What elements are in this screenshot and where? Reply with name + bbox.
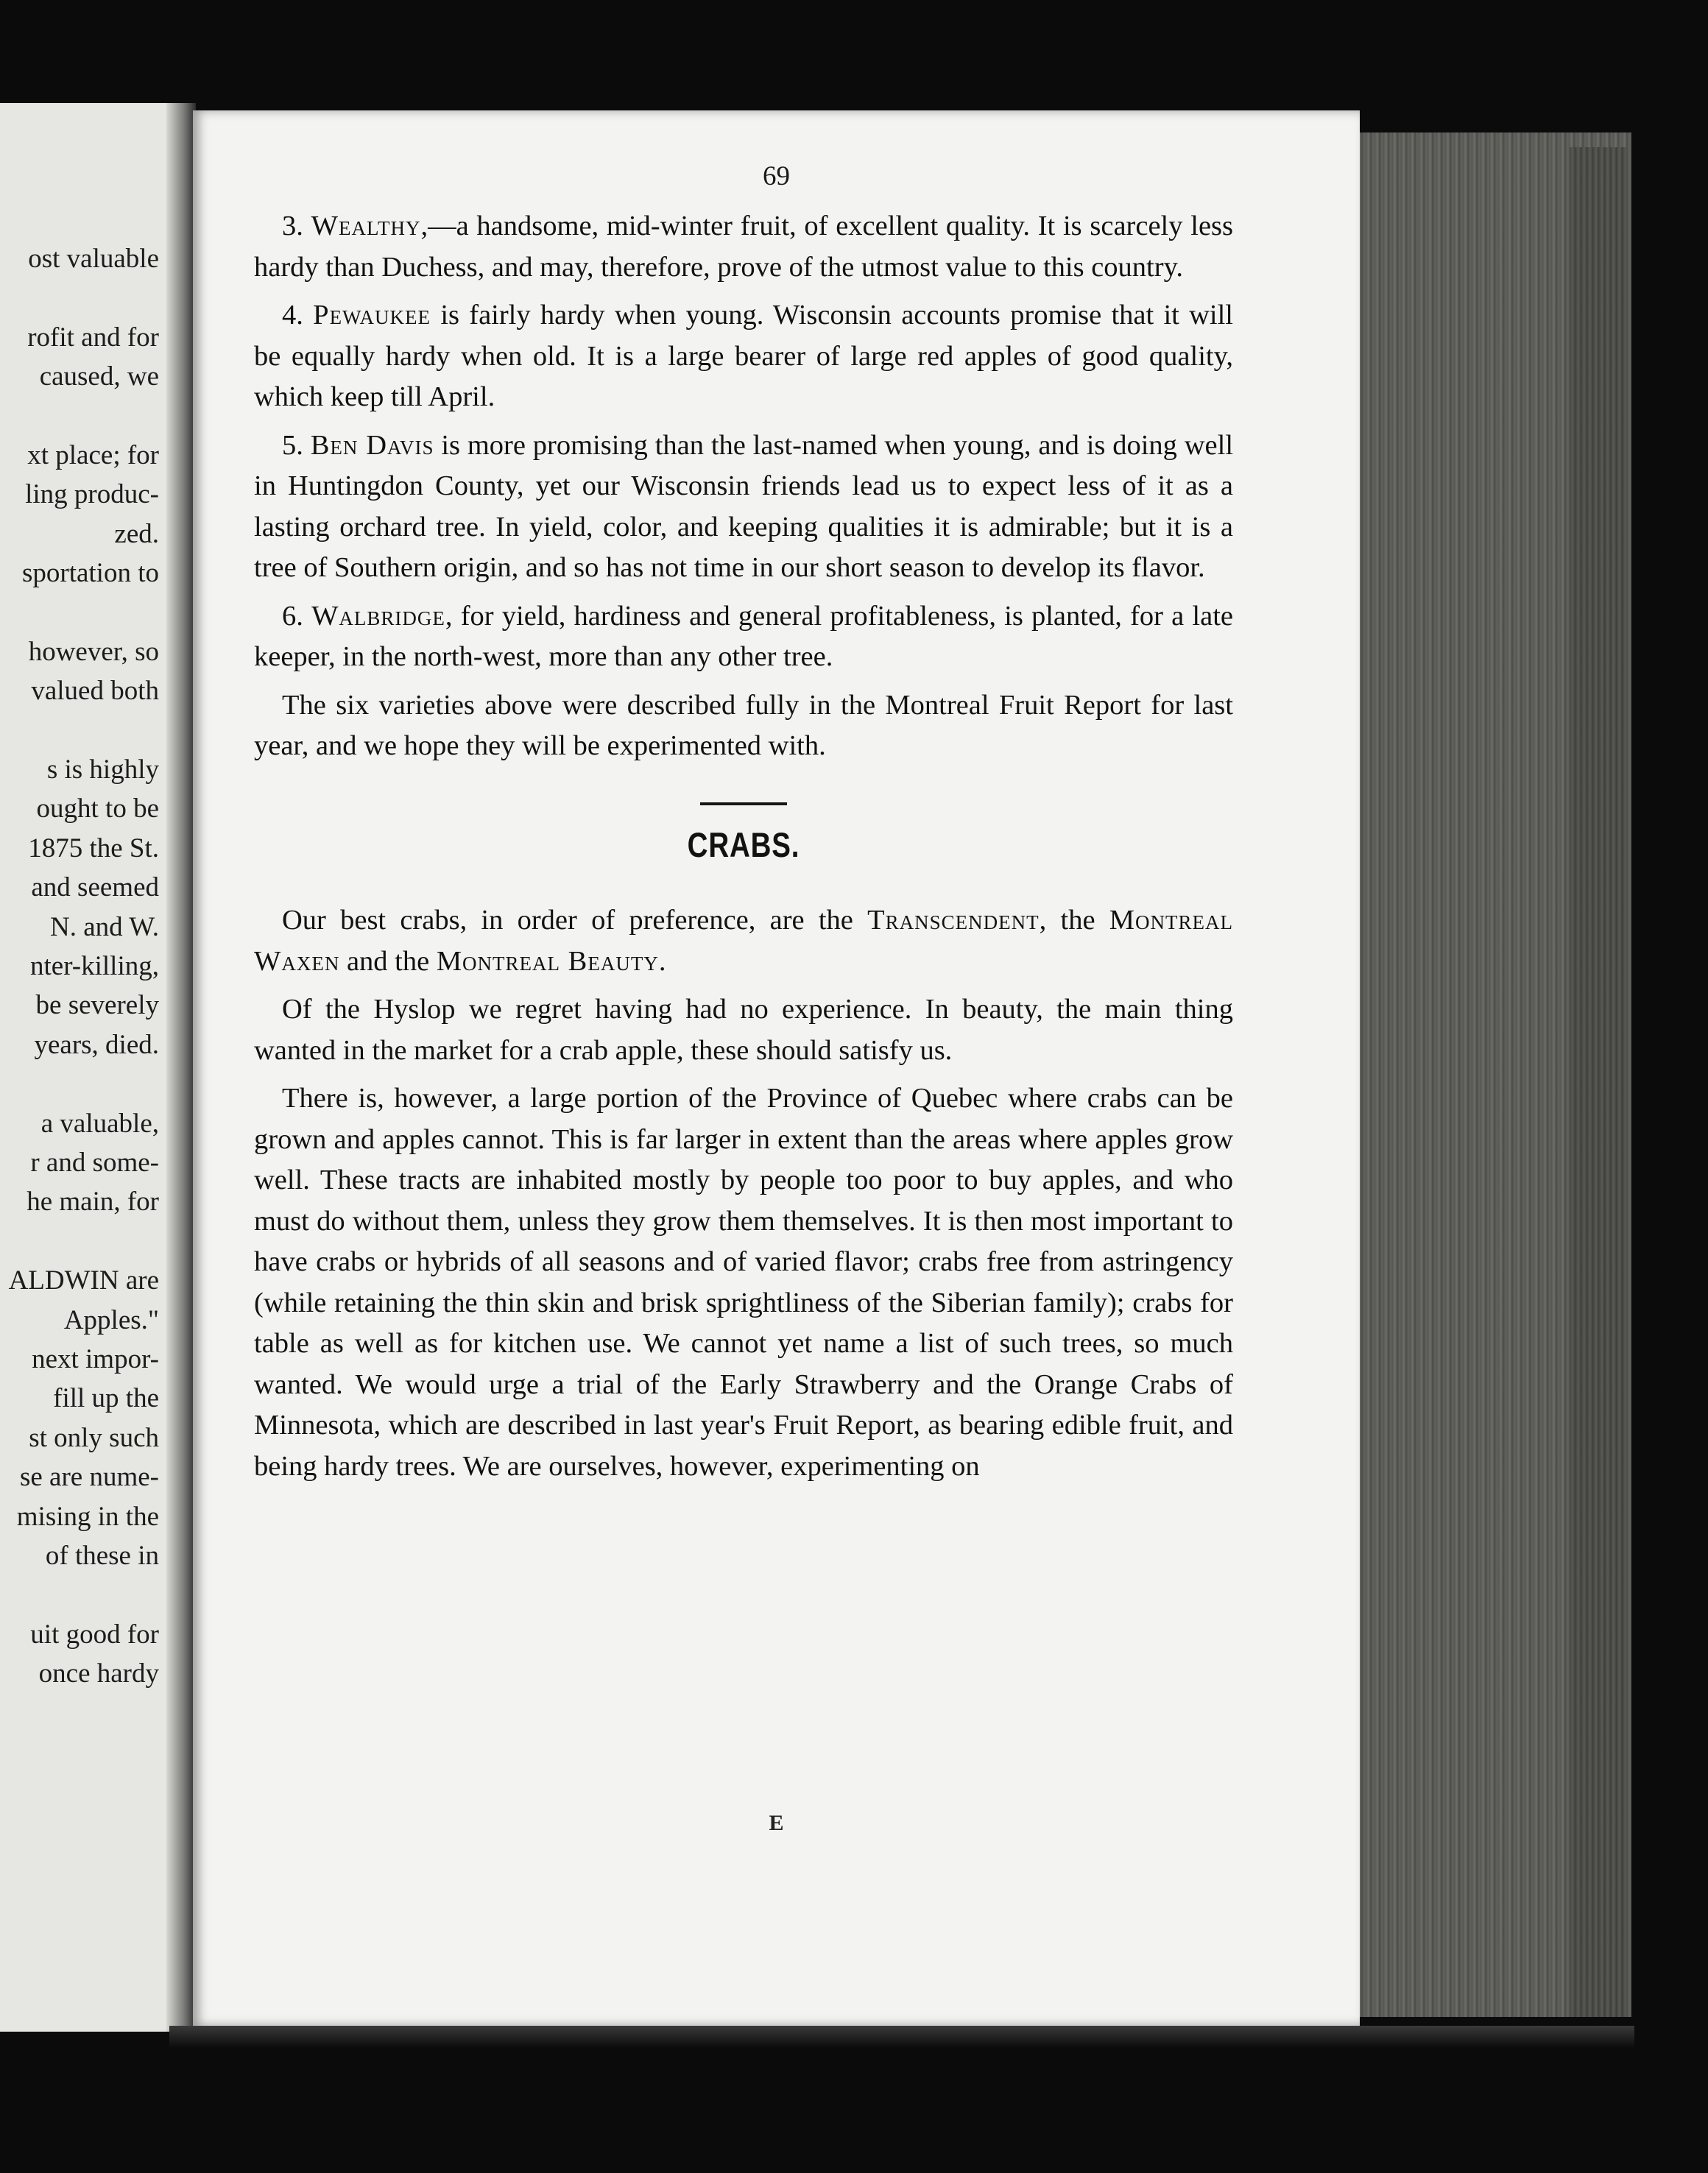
paragraph-pewaukee: 4. Pewaukee is fairly hardy when young. Wisconsin accounts promise that it will be equally hardy when old. It is a large bearer of large red apples of good quality, which keep till April. [254,300,1234,412]
left-page-line: valued both [31,676,159,707]
left-page-line: however, so [28,636,159,667]
left-page-line: next impor- [32,1343,159,1374]
variety-name: Walbridge [311,600,445,632]
page-number: 69 [763,161,790,191]
left-page-line: a valuable, [40,1108,159,1139]
left-page-line: of these in [45,1540,159,1571]
left-page-line: sportation to [21,558,159,589]
table-shadow [169,2026,1634,2048]
left-page-line: 1875 the St. [28,833,159,863]
signature-mark: E [769,1811,784,1835]
left-page-line: be severely [35,990,159,1021]
variety-name: Pewaukee [313,300,431,331]
variety-name: Montreal Waxen [254,905,1233,977]
paragraph-best-crabs: Our best crabs, in order of preference, are the Transcendent, the Montreal Waxen and the Montreal Beauty. [254,905,1233,977]
paragraph-ben-davis: 5. Ben Davis is more promising than the last-named when young, and is doing well in Huntingdon County, yet our Wisconsin friends lead us to expect less of it as a lasting orchard tree. In yield, color, and keeping qualities it is admirable; but it is a tree of Southern origin, and so has not time in our short season to develop its flavor. [254,429,1234,583]
left-page-line: N. and W. [50,911,159,942]
left-page-line [0,1222,159,1261]
left-page-line: r and some- [30,1147,159,1178]
left-page-line [0,278,159,317]
left-page-line: se are nume- [19,1462,159,1493]
left-page-line [0,711,159,750]
left-page-line: caused, we [39,361,159,392]
section-heading: CRABS. [687,824,800,864]
book-cover-edge [1570,147,1627,2017]
left-page-line: ling produc- [25,479,159,510]
left-page-line: xt place; for [27,439,159,470]
left-page-line: ought to be [36,794,159,824]
page-content [254,206,1233,1494]
left-page-line [0,397,159,436]
left-page-line: Apples." [63,1304,159,1335]
left-page-line: zed. [114,518,159,549]
paragraph-hyslop: Of the Hyslop we regret having had no experience. In beauty, the main thing wanted in the market for a crab apple, these should satisfy us. [254,994,1233,1066]
left-page-line [0,1575,159,1614]
left-page-line: fill up the [53,1383,159,1414]
variety-name: Montreal Beauty [436,945,659,977]
left-page-line: uit good for [30,1619,159,1650]
left-page-line: once hardy [38,1658,159,1689]
left-page-line: mising in the [16,1501,159,1532]
paragraph-wealthy: 3. Wealthy,—a handsome, mid-winter fruit, of excellent quality. It is scarcely less hardy than Duchess, and may, therefore, prove of the utmost value to this country. [254,211,1233,283]
left-page-line: st only such [29,1422,159,1453]
variety-name: Ben Davis [310,429,434,461]
left-page-text [0,239,159,1693]
left-page-line [0,1064,159,1103]
main-page [193,110,1360,2026]
paragraph-summary: The six varieties above were described fully in the Montreal Fruit Report for last year, and we hope they will be experimented with. [254,689,1233,761]
left-page-line: and seemed [31,872,159,903]
variety-name: Transcendent [867,905,1040,936]
left-page-line: s is highly [46,755,159,785]
left-page-line: years, died. [34,1029,159,1060]
book-gutter [166,103,196,2032]
left-page-line: nter-killing, [30,951,159,982]
left-page-line: rofit and for [27,322,159,353]
paragraph-quebec: There is, however, a large portion of the Province of Quebec where crabs can be grown and apples cannot. This is far larger in extent than the areas where apples grow well. These tracts are inhabited mostly by people too poor to buy apples, and who must do without them, unless they grow them themselves. It is then most important to have crabs or hybrids of all seasons and of varied flavor; crabs free from astringency (while retaining the thin skin and brisk sprightliness of the Siberian family); crabs for table as well as for kitchen use. We cannot yet name a list of such trees, so much wanted. We would urge a trial of the Early Strawberry and the Orange Crabs of Minnesota, which are described in last year's Fruit Report, as bearing edible fruit, and being hardy trees. We are ourselves, however, experimenting on [254,1083,1233,1482]
variety-name: Wealthy [311,211,421,241]
left-facing-page [0,103,188,2032]
left-page-line [0,593,159,632]
left-page-line: ost valuable [28,244,159,274]
left-page-line: ALDWIN are [8,1265,159,1296]
section-divider [700,802,787,805]
paragraph-walbridge: 6. Walbridge, for yield, hardiness and general profitableness, is planted, for a late keeper, in the north-west, more than any other tree. [254,600,1233,672]
left-page-line: he main, for [27,1187,159,1218]
